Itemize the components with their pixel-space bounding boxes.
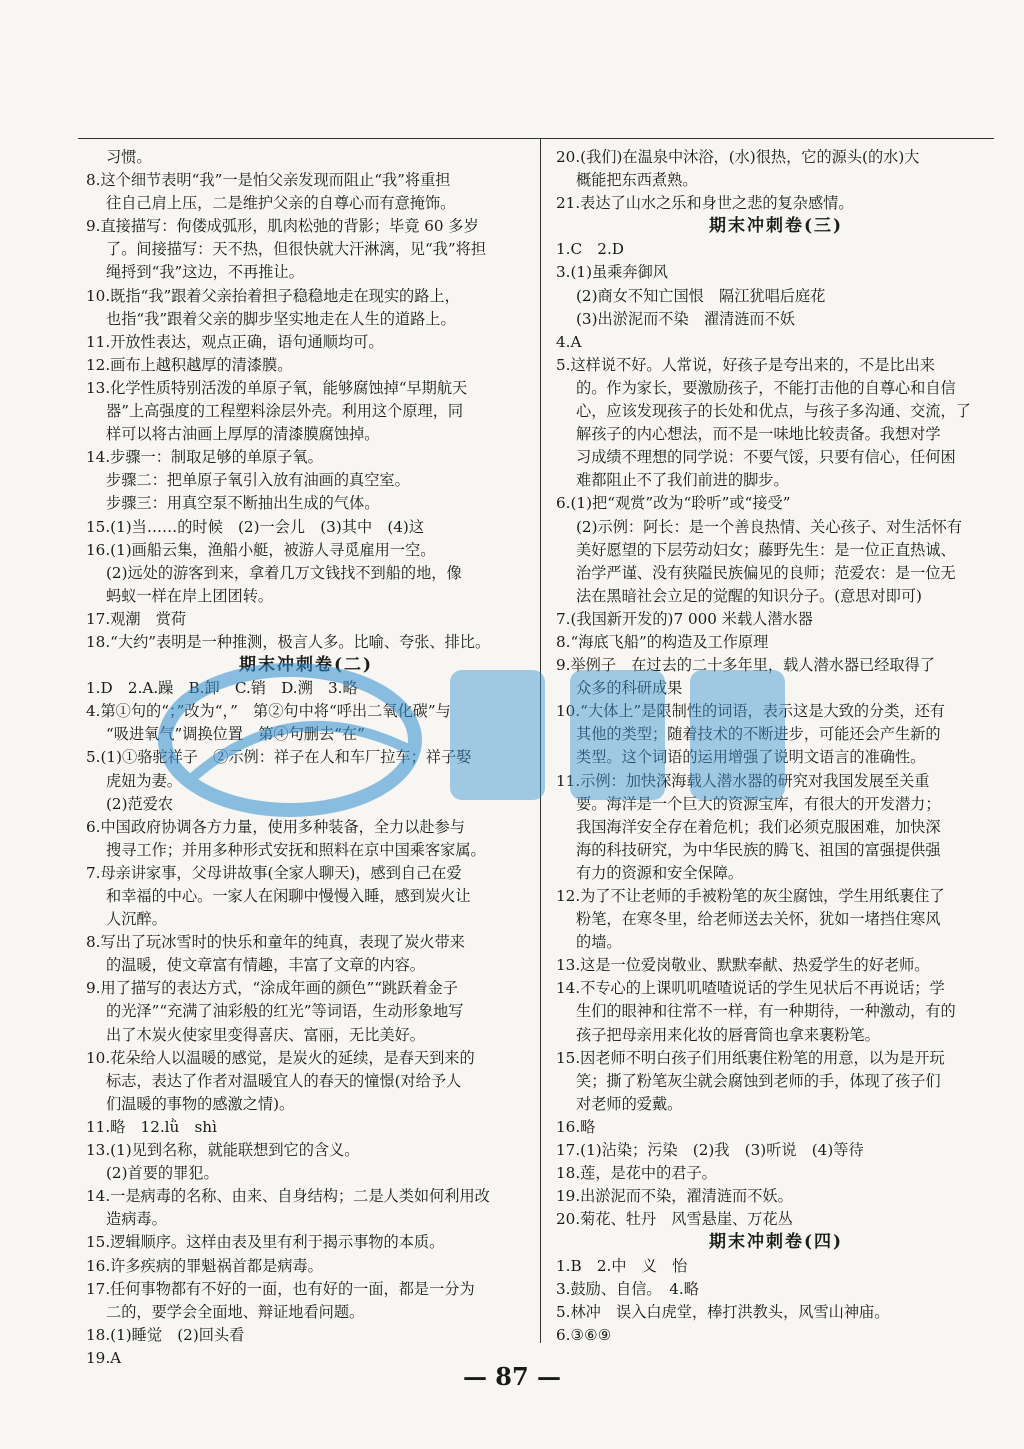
answer-line: 16.略 [556, 1117, 596, 1136]
answer-line: 14.不专心的上课叽叽喳喳说话的学生见状后不再说话；学 [556, 979, 945, 998]
answer-line: 人沉醉。 [106, 910, 167, 929]
answer-line: 绳捋到“我”这边，不再推让。 [106, 263, 304, 282]
answer-line: 5.(1)①骆驼祥子 ②示例：祥子在人和车厂拉车；祥子娶 [86, 748, 472, 767]
answer-line: 解孩子的内心想法，而不是一味地比较责备。我想对学 [576, 425, 941, 444]
answer-line: 二的，要学会全面地、辩证地看问题。 [106, 1302, 365, 1321]
answer-line: 11.示例：加快深海载人潜水器的研究对我国发展至关重 [556, 771, 930, 790]
answer-line: 有力的资源和安全保障。 [576, 863, 744, 882]
answer-line: 生们的眼神和往常不一样，有一种期待，一种激动，有的 [576, 1002, 956, 1021]
answer-line: 7.(我国新开发的)7 000 米载人潜水器 [556, 609, 813, 628]
answer-line: 心，应该发现孩子的长处和优点，与孩子多沟通、交流，了 [576, 402, 971, 421]
answer-line: 7.母亲讲家事，父母讲故事(全家人聊天)，感到自己在爱 [86, 863, 462, 882]
answer-line: 粉笔，在寒冬里，给老师送去关怀，犹如一堵挡住寒风 [576, 910, 941, 929]
answer-line: 9.直接描写：佝偻成弧形，肌肉松弛的背影；毕竟 60 多岁 [86, 217, 479, 236]
answer-line: 18.莲，是花中的君子。 [556, 1164, 717, 1183]
answer-line: 13.(1)见到名称，就能联想到它的含义。 [86, 1141, 360, 1160]
answer-line: (3)出淤泥而不染 濯清涟而不妖 [576, 309, 795, 328]
answer-line: 9.用了描写的表达方式，“涂成年画的颜色”“跳跃着金子 [86, 979, 458, 998]
answer-line: 17.观潮 赏荷 [86, 609, 187, 628]
answer-line: 17.(1)沾染；污染 (2)我 (3)听说 (4)等待 [556, 1141, 864, 1160]
answer-line: 20.(我们)在温泉中沐浴，(水)很热，它的源头(的水)大 [556, 148, 920, 166]
answer-line: 13.化学性质特别活泼的单原子氧，能够腐蚀掉“早期航天 [86, 378, 468, 397]
answer-line: 孩子把母亲用来化妆的唇膏筒也拿来裹粉笔。 [576, 1025, 880, 1044]
answer-line: “吸进氧气”调换位置 第④句删去“在” [106, 725, 365, 744]
answer-line: 12.为了不让老师的手被粉笔的灰尘腐蚀，学生用纸裹住了 [556, 887, 945, 905]
answer-line: 习成绩不理想的同学说：不要气馁，只要有信心，任何困 [576, 448, 956, 467]
answer-line: 3.(1)虽乘奔御风 [556, 263, 668, 282]
answer-line: 蚂蚁一样在岸上团团转。 [106, 586, 274, 605]
answer-line: 9.举例子 在过去的二十多年里，载人潜水器已经取得了 [556, 656, 935, 675]
answer-line: 13.这是一位爱岗敬业、默默奉献、热爱学生的好老师。 [556, 956, 930, 975]
right-column [556, 146, 996, 1347]
answer-line: 步骤三：用真空泵不断抽出生成的气体。 [106, 494, 380, 513]
answer-line: (2)首要的罪犯。 [106, 1164, 219, 1183]
answer-line: 类型。这个词语的运用增强了说明文语言的准确性。 [576, 748, 926, 767]
answer-line: 8.“海底飞船”的构造及工作原理 [556, 632, 769, 651]
answer-line: 出了木炭火使家里变得喜庆、富丽，无比美好。 [106, 1025, 425, 1044]
answer-line: 6.(1)把“观赏”改为“聆听”或“接受” [556, 494, 791, 513]
answer-line: 10.“大体上”是限制性的词语，表示这是大致的分类，还有 [556, 702, 945, 721]
top-rule [78, 138, 994, 139]
answer-line: 众多的科研成果 [576, 679, 683, 698]
answer-line: 18.(1)睡觉 (2)回头看 [86, 1325, 245, 1344]
answer-line: 10.花朵给人以温暖的感觉，是炭火的延续，是春天到来的 [86, 1048, 475, 1067]
answer-line: 5.这样说不好。人常说，好孩子是夸出来的，不是比出来 [556, 355, 935, 374]
answer-line: 16.(1)画船云集，渔船小艇，被游人寻觅雇用一空。 [86, 540, 436, 559]
answer-line: 步骤二：把单原子氧引入放有油画的真空室。 [106, 471, 410, 490]
answer-line: (2)远处的游客到来，拿着几万文钱找不到船的地，像 [106, 563, 462, 582]
page-number: — 87 — [462, 1362, 562, 1391]
section-heading: 期末冲刺卷(三) [708, 216, 844, 237]
answer-line: (2)范爱农 [106, 794, 174, 813]
answer-line: 的。作为家长，要激励孩子，不能打击他的自尊心和自信 [576, 378, 956, 397]
answer-line: 20.菊花、牡丹 风雪悬崖、万花丛 [556, 1210, 793, 1229]
answer-line: 10.既指“我”跟着父亲抬着担子稳稳地走在现实的路上， [86, 286, 460, 305]
answer-line: 4.第①句的“；”改为“，” 第②句中将“呼出二氧化碳”与 [86, 702, 451, 721]
answer-line: 6.③⑥⑨ [556, 1325, 612, 1344]
answer-line: 难都阻止不了我们前进的脚步。 [576, 471, 789, 490]
answer-line: 造病毒。 [106, 1210, 167, 1229]
answer-line: 们温暖的事物的感激之情)。 [106, 1094, 295, 1113]
answer-line: 习惯。 [106, 148, 152, 166]
answer-line: 的墙。 [576, 933, 622, 952]
answer-line: 14.一是病毒的名称、由来、自身结构；二是人类如何利用改 [86, 1187, 490, 1206]
answer-line: 11.略 12.lǜ shì [86, 1117, 217, 1136]
answer-line: 法在黑暗社会立足的觉醒的知识分子。(意思对即可) [576, 586, 922, 605]
answer-line: 15.因老师不明白孩子们用纸裹住粉笔的用意，以为是开玩 [556, 1048, 945, 1067]
answer-line: 治学严谨、没有狭隘民族偏见的良师；范爱农：是一位无 [576, 563, 956, 582]
answer-line: 16.许多疾病的罪魁祸首都是病毒。 [86, 1256, 323, 1275]
answer-line: 6.中国政府协调各方力量，使用多种装备，全力以赴参与 [86, 817, 465, 836]
answer-line: 其他的类型；随着技术的不断进步，可能还会产生新的 [576, 725, 941, 744]
answer-line: 5.林冲 误入白虎堂，棒打洪教头，风雪山神庙。 [556, 1302, 890, 1321]
answer-line: 了。间接描写：天不热，但很快就大汗淋漓，见“我”将担 [106, 240, 487, 259]
answer-line: 搜寻工作；并用多种形式安抚和照料在京中国乘客家属。 [106, 840, 486, 859]
answer-line: 的光泽”“充满了油彩般的红光”等词语，生动形象地写 [106, 1002, 464, 1021]
answer-line: 对老师的爱戴。 [576, 1094, 683, 1113]
answer-line: (2)示例：阿长：是一个善良热情、关心孩子、对生活怀有 [576, 517, 963, 536]
answer-line: 8.写出了玩冰雪时的快乐和童年的纯真，表现了炭火带来 [86, 933, 465, 952]
answer-line: 19.出淤泥而不染，濯清涟而不妖。 [556, 1187, 793, 1206]
answer-line: 样可以将古油画上厚厚的清漆膜腐蚀掉。 [106, 425, 380, 444]
answer-line: 1.C 2.D [556, 240, 624, 259]
answer-line: 12.画布上越积越厚的清漆膜。 [86, 355, 293, 374]
answer-line: 概能把东西煮熟。 [576, 171, 698, 190]
answer-line: 1.D 2.A.躁 B.卸 C.销 D.溯 3.略 [86, 679, 358, 698]
answer-line: 15.逻辑顺序。这样由表及里有利于揭示事物的本质。 [86, 1233, 445, 1252]
answer-line: 虎妞为妻。 [106, 771, 182, 790]
answer-line: 11.开放性表达，观点正确，语句通顺均可。 [86, 332, 384, 351]
answer-line: 和幸福的中心。一家人在闲聊中慢慢入睡，感到炭火让 [106, 887, 471, 905]
answer-line: 器”上高强度的工程塑料涂层外壳。利用这个原理，同 [106, 402, 464, 421]
answer-line: 19.A [86, 1348, 122, 1367]
answer-line: 也指“我”跟着父亲的脚步坚实地走在人生的道路上。 [106, 309, 456, 328]
answer-line: 18.“大约”表明是一种推测，极言人多。比喻、夸张、排比。 [86, 632, 491, 651]
answer-line: 要。海洋是一个巨大的资源宝库，有很大的开发潜力； [576, 794, 941, 813]
section-heading: 期末冲刺卷(二) [238, 655, 374, 676]
answer-line: 往自己肩上压，二是维护父亲的自尊心而有意掩饰。 [106, 194, 456, 213]
answer-line: 17.任何事物都有不好的一面，也有好的一面，都是一分为 [86, 1279, 475, 1298]
left-column [86, 146, 526, 1370]
column-divider [540, 138, 541, 1343]
answer-line: 我国海洋安全存在着危机；我们必须克服困难，加快深 [576, 817, 941, 836]
answer-line: 海的科技研究，为中华民族的腾飞、祖国的富强提供强 [576, 840, 941, 859]
answer-line: 14.步骤一：制取足够的单原子氧。 [86, 448, 323, 467]
answer-line: 8.这个细节表明“我”一是怕父亲发现而阻止“我”将重担 [86, 171, 451, 190]
answer-line: 4.A [556, 332, 582, 351]
answer-line: 15.(1)当……的时候 (2)一会儿 (3)其中 (4)这 [86, 517, 425, 536]
answer-line: (2)商女不知亡国恨 隔江犹唱后庭花 [576, 286, 826, 305]
answer-line: 的温暖，使文章富有情趣，丰富了文章的内容。 [106, 956, 425, 975]
answer-line: 标志，表达了作者对温暖宜人的春天的憧憬(对给予人 [106, 1071, 462, 1090]
answer-line: 笑；撕了粉笔灰尘就会腐蚀到老师的手，体现了孩子们 [576, 1071, 941, 1090]
answer-line: 美好愿望的下层劳动妇女；藤野先生：是一位正直热诚、 [576, 540, 956, 559]
answer-line: 3.鼓励、自信。 4.略 [556, 1279, 699, 1298]
answer-line: 1.B 2.中 义 怡 [556, 1256, 688, 1275]
section-heading: 期末冲刺卷(四) [708, 1232, 844, 1253]
answer-line: 21.表达了山水之乐和身世之悲的复杂感情。 [556, 194, 854, 213]
